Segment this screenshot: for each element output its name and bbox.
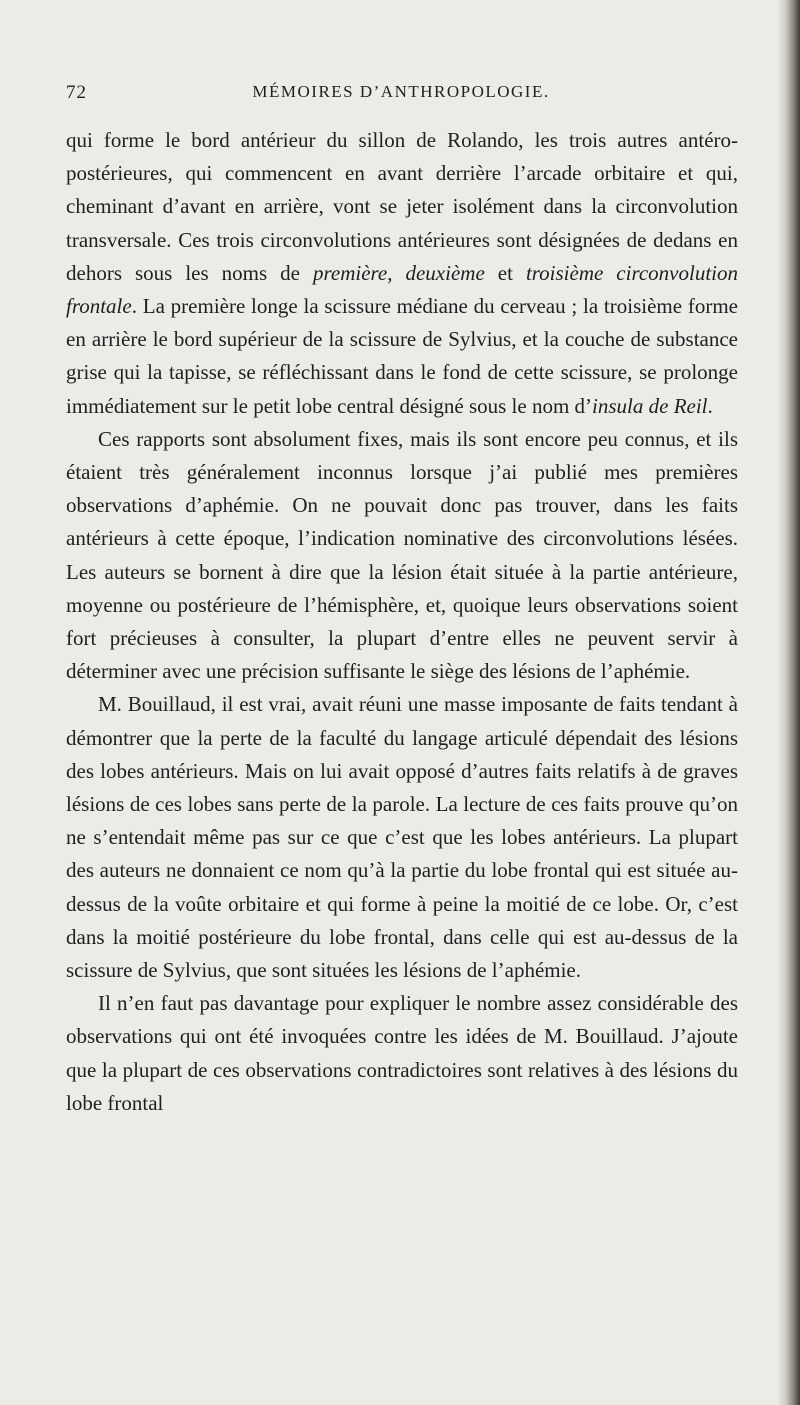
text-run: M. Bouillaud, il est vrai, avait réuni une masse imposante de faits tendant à démontrer que la perte de la faculté du langage articulé dépendait des lésions des lobes antérieurs. Mais on lui avait opposé d’autres faits relatifs à de graves lésions de ces lobes sans perte de la parole. La lecture de ces faits prouve qu’on ne s’entendait même pas sur ce que c’est que les lobes antérieurs. La plupart des auteurs ne donnaient ce nom qu’à la partie du lobe frontal qui est située au-dessus de la voûte orbitaire et qui forme à peine la moitié de ce lobe. Or, c’est dans la moitié postérieure du lobe frontal, dans celle qui est au-dessus de la scissure de Sylvius, que sont situées les lésions de l’aphémie. — [66, 692, 738, 983]
text-run: , — [387, 260, 406, 285]
paragraph — [66, 423, 738, 689]
paragraph — [66, 124, 738, 423]
text-run: . La première longe la scissure médiane du cerveau ; la troisième forme en arrière le bord supérieur de la scissure de Sylvius, et la couche de substance grise qui la tapisse, se réfléchissant dans le fond de cette scissure, se prolonge immédiatement sur le petit lobe central désigné sous le nom d’ — [66, 294, 738, 418]
italic-term: deuxième — [405, 260, 485, 285]
paragraph — [66, 688, 738, 987]
text-run: Il n’en faut pas davantage pour expliquer le nombre assez considérable des observations qui ont été invoquées contre les idées de M. Bouillaud. J’ajoute que la plupart de ces observations contradictoires sont relatives à des lésions du lobe frontal — [66, 991, 738, 1115]
paragraph — [66, 987, 738, 1120]
text-run: et — [484, 260, 526, 285]
italic-term: insula de Reil — [592, 393, 708, 418]
text-run: Ces rapports sont absolument fixes, mais ils sont encore peu connus, et ils étaient très généralement inconnus lorsque j’ai publié mes premières observations d’aphémie. On ne pouvait donc pas trouver, dans les faits antérieurs à cette époque, l’indication nominative des circonvolutions lésées. Les auteurs se bornent à dire que la lésion était située à la partie antérieure, moyenne ou postérieure de l’hémisphère, et, quoique leurs observations soient fort précieuses à consulter, la plupart d’entre elles ne peuvent servir à déterminer avec une précision suffisante le siège des lésions de l’aphémie. — [66, 426, 738, 684]
body-text — [66, 124, 738, 1120]
running-head — [66, 82, 736, 116]
page-edge-shadow — [778, 0, 800, 1405]
running-title: MÉMOIRES D’ANTHROPOLOGIE. — [252, 82, 550, 101]
text-run: qui forme le bord antérieur du sillon de Rolando, les trois autres antéro-postérieures, qui commencent en avant derrière l’arcade orbitaire et qui, cheminant d’avant en arrière, vont se jeter isolément dans la circonvolution transversale. Ces trois circonvolutions antérieures sont désignées de dedans en dehors sous les noms de — [66, 128, 738, 285]
italic-term: première — [312, 260, 388, 285]
italic-term: troisième circonvolution frontale — [66, 260, 739, 319]
text-run: . — [707, 393, 713, 418]
page-number: 72 — [66, 82, 87, 103]
